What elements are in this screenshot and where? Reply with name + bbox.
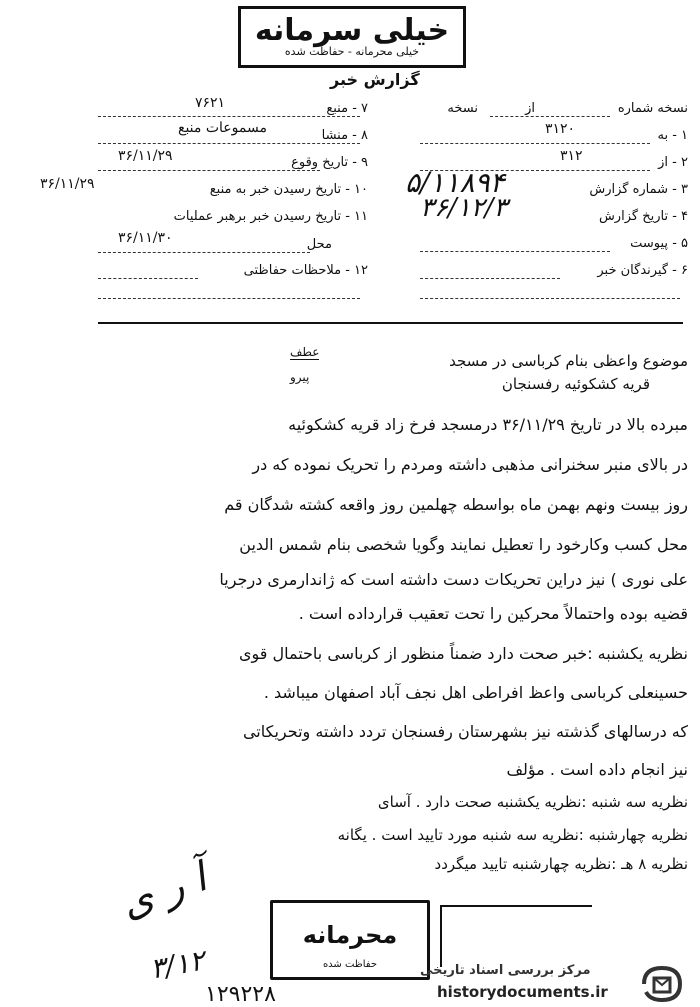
top-stamp-subtext: خیلی محرمانه - حفاظت شده xyxy=(284,45,420,58)
body-line: حسینعلی کرباسی واعظ افراطی اهل نجف آباد اصفهان میباشد . xyxy=(263,683,688,702)
body-line: در بالای منبر سخنرانی مذهبی داشته ومردم را تحریک نموده که در xyxy=(252,455,688,474)
field-5-label: ۵ - پیوست xyxy=(630,236,688,251)
header-separator xyxy=(98,322,683,324)
field-11-label: ۱۱ - تاریخ رسیدن خبر برهبر عملیات xyxy=(173,209,368,224)
field-4-label: ۴ - تاریخ گزارش xyxy=(598,209,688,224)
field-8-value: مسموعات منبع xyxy=(178,120,267,136)
top-stamp-text: خیلی سرمانه xyxy=(254,13,450,48)
field-10-value: ۳۶/۱۱/۲۹ xyxy=(40,176,95,192)
field-7-value: ۷۶۲۱ xyxy=(195,95,226,111)
copy-unit-label: نسخه xyxy=(447,101,478,116)
archive-logo-icon xyxy=(640,964,684,1004)
body-line: که درسالهای گذشته نیز بشهرستان رفسنجان تردد داشته وتحریکاتی xyxy=(242,722,688,741)
copy-from-label: از xyxy=(525,101,535,116)
document-number: ۱۲۹۲۲۸ xyxy=(205,982,276,1007)
field-1-value: ۳۱۲۰ xyxy=(545,121,576,137)
opinion-line: نظریه سه شنبه :نظریه یکشنبه صحت دارد . آسای xyxy=(377,793,688,811)
field-6-label: ۶ - گیرندگان خبر xyxy=(597,263,688,278)
bottom-classification-stamp xyxy=(270,900,430,980)
field-2-label: ۲ - از xyxy=(658,155,688,170)
field-8-label: ۸ - منشا xyxy=(321,128,368,143)
subject-line-1: موضوع واعظی بنام کرباسی در مسجد xyxy=(449,352,688,370)
receipt-stamp-box xyxy=(440,905,592,967)
watermark-title: مرکز بررسی اسناد تاریخی xyxy=(420,963,591,978)
form-title: گزارش خبر xyxy=(330,70,420,89)
subject-line-2: قریه کشکوئیه رفسنجان xyxy=(501,375,650,393)
body-line: نظریه یکشنبه :خبر صحت دارد ضمناً منظور از کرباسی باحتمال قوی xyxy=(238,644,688,663)
opinion-line: نظریه ۸ هـ :نظریه چهارشنبه تایید میگردد xyxy=(434,855,688,873)
field-2-value: ۳۱۲ xyxy=(560,148,583,164)
signature-date: ۳/۱۲ xyxy=(147,943,208,986)
followup-label: پیرو xyxy=(290,370,310,384)
field-3-value: ۵/۱۱۸۹۴ xyxy=(405,166,505,199)
top-classification-stamp xyxy=(238,6,466,68)
field-4-value: ۳۶/۱۲/۳ xyxy=(420,193,508,223)
handwritten-signature: آ ر ی xyxy=(114,854,213,928)
body-line: نیز انجام داده است . مؤلف xyxy=(506,760,688,779)
bottom-stamp-subtext: حفاظت شده xyxy=(322,959,378,970)
field-3-label: ۳ - شماره گزارش xyxy=(589,182,688,197)
body-line: علی نوری ) نیز دراین تحریکات دست داشته است که ژاندارمری درجریا xyxy=(219,570,688,589)
body-line: قضیه بوده واحتمالاً محرکین را تحت تعقیب قرارداده است . xyxy=(298,604,688,623)
opinion-line: نظریه چهارشنبه :نظریه سه شنبه مورد تایید است . یگانه xyxy=(337,826,688,844)
field-1-label: ۱ - به xyxy=(657,128,688,143)
field-12-label: ۱۲ - ملاحظات حفاظتی xyxy=(243,263,368,278)
field-11-place: محل xyxy=(306,237,332,252)
field-9-value: ۳۶/۱۱/۲۹ xyxy=(118,148,173,164)
watermark-url[interactable]: historydocuments.ir xyxy=(437,983,608,1001)
copy-number-label: نسخه شماره xyxy=(617,101,688,116)
reference-label: عطف xyxy=(290,345,320,359)
body-line: مبرده بالا در تاریخ ۳۶/۱۱/۲۹ درمسجد فرخ زاد قریه کشکوئیه xyxy=(288,415,688,434)
body-line: روز بیست ونهم بهمن ماه بواسطه چهلمین روز واقعه کشته شدگان قم xyxy=(224,495,688,514)
field-10-label: ۱۰ - تاریخ رسیدن خبر به منبع xyxy=(209,182,368,197)
bottom-stamp-text: محرمانه xyxy=(302,921,398,949)
field-7-label: ۷ - منبع xyxy=(326,101,368,116)
body-line: محل کسب وکارخود را تعطیل نمایند وگویا شخصی بنام شمس الدین xyxy=(239,535,688,554)
field-9-label: ۹ - تاریخ وقوع xyxy=(291,155,368,170)
field-11-value: ۳۶/۱۱/۳۰ xyxy=(118,230,173,246)
